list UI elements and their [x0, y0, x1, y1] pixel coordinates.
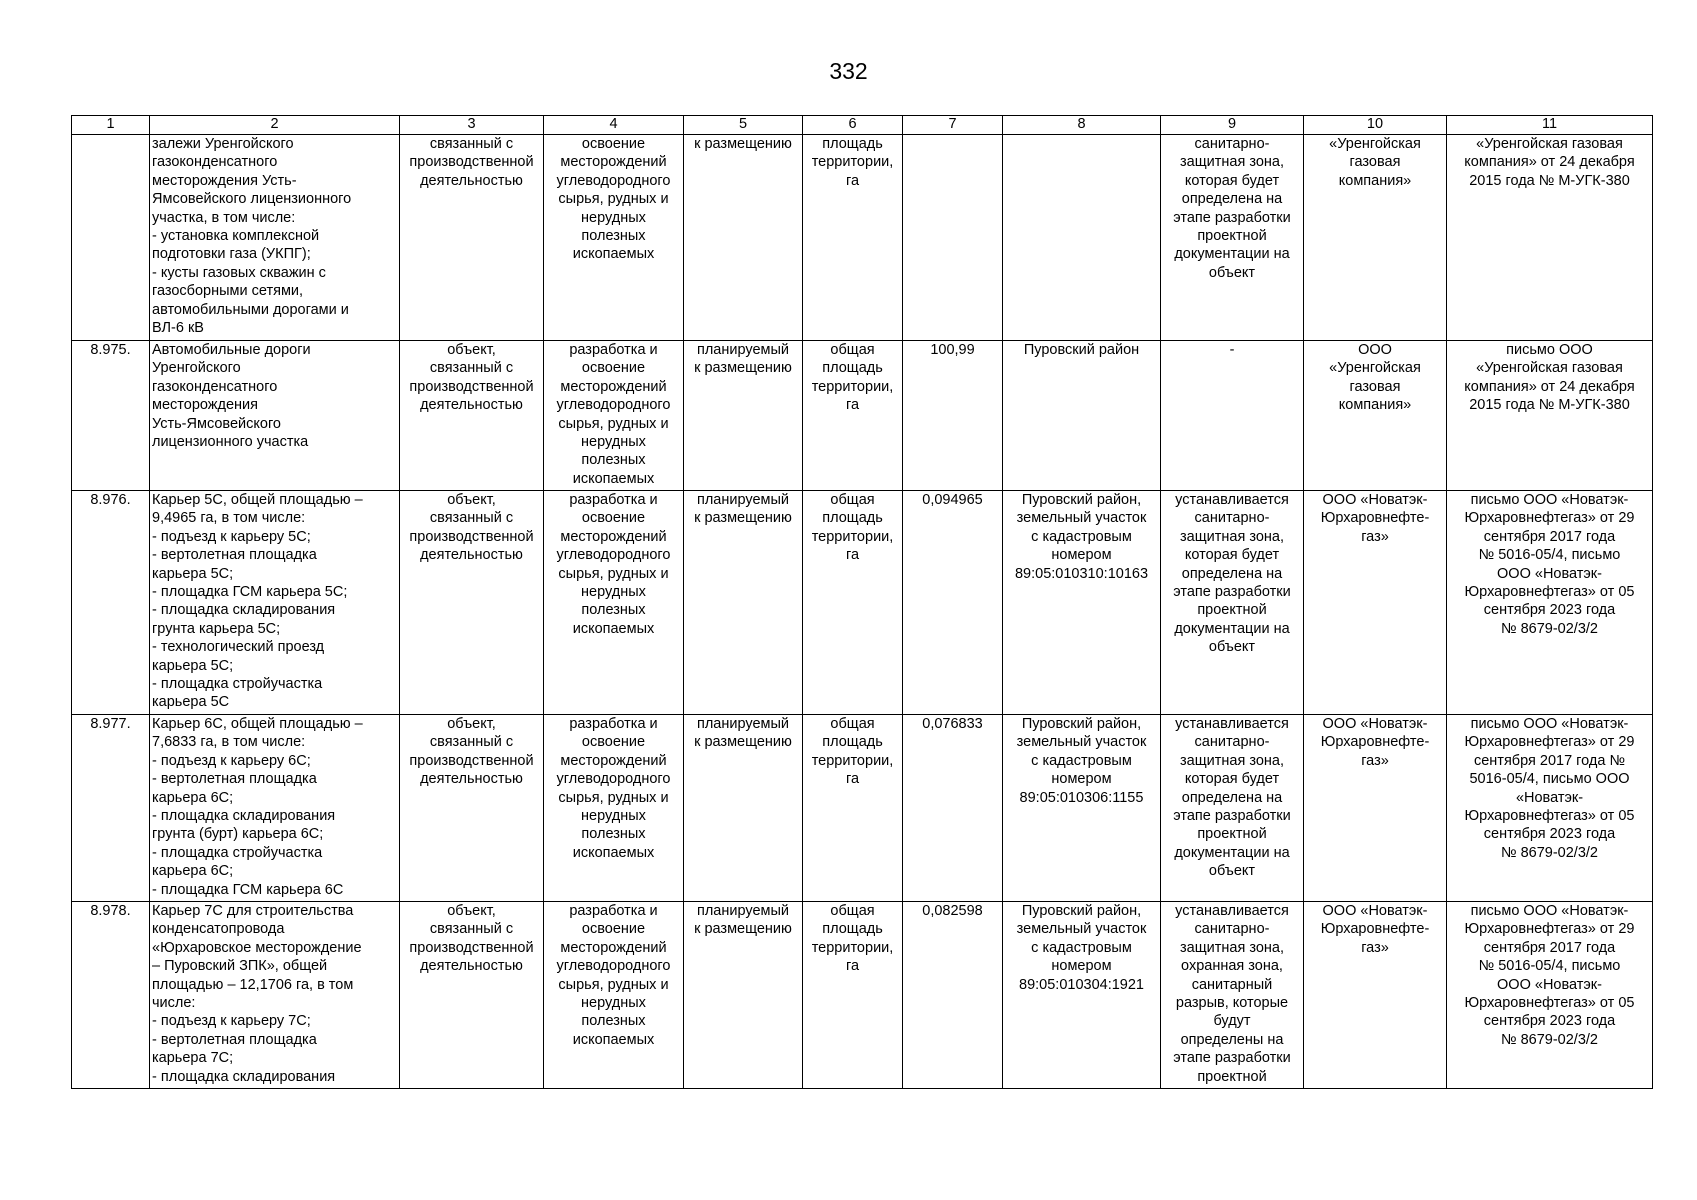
- column-header: 8: [1003, 116, 1161, 135]
- row-number: 8.978.: [72, 902, 150, 1089]
- object-name: Карьер 5С, общей площадью – 9,4965 га, в том числе: - подъезд к карьеру 5С; - вертолетная площадка карьера 5С; - площадка ГСМ карьера 5С; - площадка складирования грунта карьера 5С; - технологический проезд карьера 5С; - площадка стройучастка карьера 5С: [150, 491, 400, 715]
- characteristic-value: 0,094965: [903, 491, 1003, 715]
- organization: «Уренгойская газовая компания»: [1304, 135, 1447, 341]
- row-number: 8.976.: [72, 491, 150, 715]
- characteristic-value: 0,082598: [903, 902, 1003, 1089]
- object-name: Карьер 6С, общей площадью – 7,6833 га, в том числе: - подъезд к карьеру 6С; - вертолетная площадка карьера 6С; - площадка складирования грунта (бурт) карьера 6С; - площадка стройучастка карьера 6С; - площадка ГСМ карьера 6С: [150, 715, 400, 902]
- column-header: 4: [544, 116, 684, 135]
- object-status: планируемый к размещению: [684, 491, 803, 715]
- source-document: «Уренгойская газовая компания» от 24 декабря 2015 года № М-УГК-380: [1447, 135, 1653, 341]
- column-header: 3: [400, 116, 544, 135]
- organization: ООО «Новатэк- Юрхаровнефте- газ»: [1304, 902, 1447, 1089]
- table-header-row: [72, 116, 1653, 135]
- object-purpose: разработка и освоение месторождений углеводородного сырья, рудных и нерудных полезных ископаемых: [544, 902, 684, 1089]
- column-header: 1: [72, 116, 150, 135]
- object-name: залежи Уренгойского газоконденсатного месторождения Усть- Ямсовейского лицензионного участка, в том числе: - установка комплексной подготовки газа (УКПГ); - кусты газовых скважин с газосборными сетями, автомобильными дорогами и ВЛ-6 кВ: [150, 135, 400, 341]
- object-status: планируемый к размещению: [684, 341, 803, 491]
- object-purpose: разработка и освоение месторождений углеводородного сырья, рудных и нерудных полезных ископаемых: [544, 491, 684, 715]
- table-row: [72, 491, 1653, 715]
- object-location: Пуровский район: [1003, 341, 1161, 491]
- object-characteristic: общая площадь территории, га: [803, 341, 903, 491]
- object-name: Карьер 7С для строительства конденсатопровода «Юрхаровское месторождение – Пуровский ЗПК», общей площадью – 12,1706 га, в том числе: - подъезд к карьеру 7С; - вертолетная площадка карьера 7С; - площадка складирования: [150, 902, 400, 1089]
- organization: ООО «Новатэк- Юрхаровнефте- газ»: [1304, 715, 1447, 902]
- object-type: объект, связанный с производственной деятельностью: [400, 491, 544, 715]
- characteristic-value: [903, 135, 1003, 341]
- column-header: 6: [803, 116, 903, 135]
- object-status: планируемый к размещению: [684, 715, 803, 902]
- zone-description: устанавливается санитарно- защитная зона, которая будет определена на этапе разработки проектной документации на объект: [1161, 715, 1304, 902]
- characteristic-value: 0,076833: [903, 715, 1003, 902]
- zone-description: устанавливается санитарно- защитная зона, охранная зона, санитарный разрыв, которые будут определены на этапе разработки проектной: [1161, 902, 1304, 1089]
- object-type: объект, связанный с производственной деятельностью: [400, 341, 544, 491]
- object-characteristic: общая площадь территории, га: [803, 491, 903, 715]
- table-row: [72, 902, 1653, 1089]
- column-header: 5: [684, 116, 803, 135]
- object-characteristic: площадь территории, га: [803, 135, 903, 341]
- source-document: письмо ООО «Уренгойская газовая компания» от 24 декабря 2015 года № М-УГК-380: [1447, 341, 1653, 491]
- object-status: к размещению: [684, 135, 803, 341]
- table-row: [72, 135, 1653, 341]
- organization: ООО «Уренгойская газовая компания»: [1304, 341, 1447, 491]
- object-name: Автомобильные дороги Уренгойского газоконденсатного месторождения Усть-Ямсовейского лицензионного участка: [150, 341, 400, 491]
- column-header: 11: [1447, 116, 1653, 135]
- object-location: [1003, 135, 1161, 341]
- zone-description: санитарно- защитная зона, которая будет определена на этапе разработки проектной документации на объект: [1161, 135, 1304, 341]
- row-number: 8.975.: [72, 341, 150, 491]
- row-number: 8.977.: [72, 715, 150, 902]
- zone-description: устанавливается санитарно- защитная зона, которая будет определена на этапе разработки проектной документации на объект: [1161, 491, 1304, 715]
- object-location: Пуровский район, земельный участок с кадастровым номером 89:05:010310:10163: [1003, 491, 1161, 715]
- source-document: письмо ООО «Новатэк- Юрхаровнефтегаз» от 29 сентября 2017 года № 5016-05/4, письмо ООО «Новатэк- Юрхаровнефтегаз» от 05 сентября 2023 года № 8679-02/3/2: [1447, 491, 1653, 715]
- object-characteristic: общая площадь территории, га: [803, 902, 903, 1089]
- object-location: Пуровский район, земельный участок с кадастровым номером 89:05:010306:1155: [1003, 715, 1161, 902]
- column-header: 2: [150, 116, 400, 135]
- object-purpose: разработка и освоение месторождений углеводородного сырья, рудных и нерудных полезных ископаемых: [544, 715, 684, 902]
- registry-table: [71, 115, 1653, 1089]
- column-header: 9: [1161, 116, 1304, 135]
- column-header: 7: [903, 116, 1003, 135]
- object-status: планируемый к размещению: [684, 902, 803, 1089]
- column-header: 10: [1304, 116, 1447, 135]
- zone-description: -: [1161, 341, 1304, 491]
- table-row: [72, 341, 1653, 491]
- object-purpose: освоение месторождений углеводородного сырья, рудных и нерудных полезных ископаемых: [544, 135, 684, 341]
- object-type: связанный с производственной деятельностью: [400, 135, 544, 341]
- source-document: письмо ООО «Новатэк- Юрхаровнефтегаз» от 29 сентября 2017 года № 5016-05/4, письмо ООО «Новатэк- Юрхаровнефтегаз» от 05 сентября 2023 года № 8679-02/3/2: [1447, 902, 1653, 1089]
- page-number: 332: [829, 58, 868, 84]
- object-type: объект, связанный с производственной деятельностью: [400, 902, 544, 1089]
- object-location: Пуровский район, земельный участок с кадастровым номером 89:05:010304:1921: [1003, 902, 1161, 1089]
- object-purpose: разработка и освоение месторождений углеводородного сырья, рудных и нерудных полезных ископаемых: [544, 341, 684, 491]
- organization: ООО «Новатэк- Юрхаровнефте- газ»: [1304, 491, 1447, 715]
- object-characteristic: общая площадь территории, га: [803, 715, 903, 902]
- characteristic-value: 100,99: [903, 341, 1003, 491]
- object-type: объект, связанный с производственной деятельностью: [400, 715, 544, 902]
- source-document: письмо ООО «Новатэк- Юрхаровнефтегаз» от 29 сентября 2017 года № 5016-05/4, письмо ООО «Новатэк- Юрхаровнефтегаз» от 05 сентября 2023 года № 8679-02/3/2: [1447, 715, 1653, 902]
- table-row: [72, 715, 1653, 902]
- row-number: [72, 135, 150, 341]
